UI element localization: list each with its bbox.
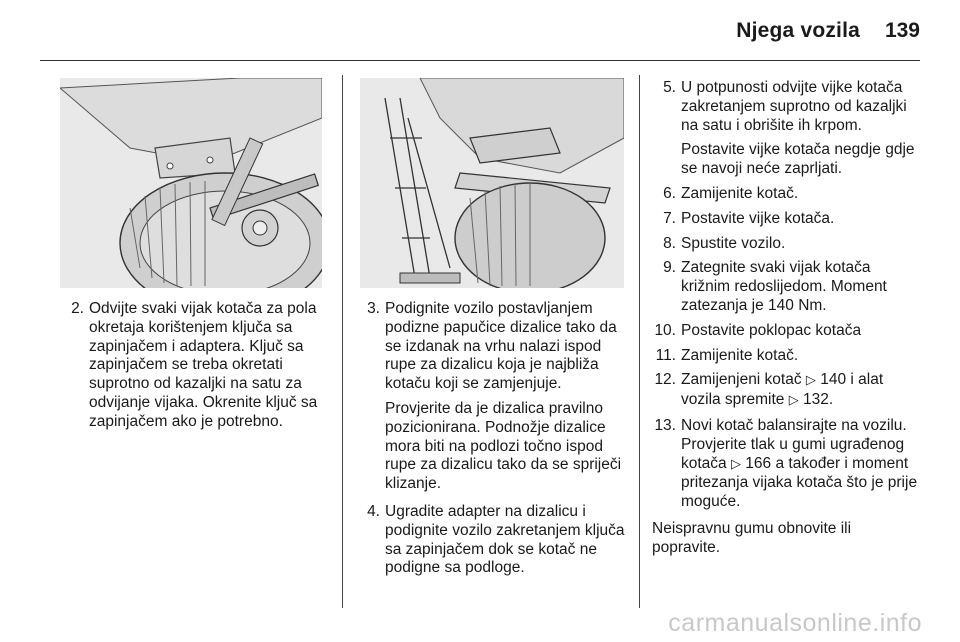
wheel-wrench-drawing (60, 78, 322, 288)
watermark: carmanualsonline.info (668, 609, 922, 637)
step-number: 3. (367, 300, 380, 317)
step-text: U potpunosti odvijte vijke kotača zakretanjem suprotno od kazaljki na satu i obrišite ih krpom. (681, 79, 907, 134)
step-number: 10. (654, 321, 676, 339)
arrow-reference-icon: ▷ (788, 393, 799, 409)
column-divider (639, 75, 640, 608)
step-text: Odvijte svaki vijak kotača za pola okretaja korištenjem ključa sa zapinjačem i adaptera. Ključ sa zapinjačem se treba okretati suprotno od kazaljki na satu za odvijanje vijaka. Okrenite ključ sa zapinjačem ako je potrebno. (89, 300, 318, 430)
step-number: 2. (71, 300, 84, 317)
illustration-jack-position (360, 78, 624, 288)
step-text: Zamijenite kotač. (681, 184, 799, 202)
page-title: Njega vozila (736, 19, 860, 42)
arrow-reference-icon: ▷ (730, 456, 741, 472)
page-reference[interactable]: 166 (745, 454, 772, 472)
step-text: Novi kotač balansirajte na vozilu. Provjerite tlak u gumi ugrađenog kotača (681, 416, 907, 472)
step-number: 12. (654, 371, 676, 389)
step-number: 4. (367, 502, 380, 520)
list-item (356, 300, 626, 494)
step-text: i alat vozila spremite (681, 371, 884, 409)
column-divider (342, 75, 343, 608)
list-item (652, 185, 922, 204)
list-item (652, 235, 922, 254)
step-number: 7. (663, 209, 676, 227)
step-text: a također i moment pritezanja vijaka kotača što je prije moguće. (681, 454, 918, 511)
step-number: 6. (663, 184, 676, 202)
list-item (652, 322, 922, 341)
step-text: Spustite vozilo. (681, 234, 786, 252)
closing-note: Neispravnu gumu obnovite ili popravite. (652, 519, 852, 556)
step-text: Postavite vijke kotača. (681, 209, 835, 227)
step-text: Podignite vozilo postavljanjem podizne papučice dizalice tako da se izdanak na vrhu nalazi ispod rupe za dizalicu koja je najbliža kotaču koji se zamjenjuje. (385, 300, 617, 393)
list-item (652, 417, 922, 512)
list-item (652, 371, 922, 411)
page-number: 139 (884, 19, 920, 42)
step-note: Provjerite da je dizalica pravilno pozicionirana. Podnožje dizalice mora biti na podlozi točno ispod rupe za dizalicu tako da se spriječi klizanje. (385, 399, 622, 493)
step-number: 8. (663, 234, 676, 252)
list-item (60, 300, 326, 432)
step-number: 13. (654, 416, 676, 434)
page-reference[interactable]: 132. (803, 391, 834, 409)
step-text: Zamijenite kotač. (681, 346, 799, 364)
step-text: Postavite poklopac kotača (681, 321, 862, 339)
list-item (652, 347, 922, 366)
page-reference[interactable]: 140 (820, 371, 847, 389)
list-item (356, 503, 626, 578)
header-rule (40, 60, 920, 61)
list-item (652, 259, 922, 315)
page-header (0, 0, 960, 62)
step-number: 11. (655, 346, 676, 364)
column-2 (356, 300, 626, 584)
step-number: 5. (663, 79, 676, 96)
column-3 (652, 79, 922, 558)
jack-position-drawing (360, 78, 624, 288)
step-number: 9. (663, 259, 676, 277)
step-text: Zategnite svaki vijak kotača križnim redoslijedom. Moment zatezanja je 140 Nm. (681, 259, 887, 314)
step-note: Postavite vijke kotača negdje gdje se navoji neće zaprljati. (681, 141, 915, 178)
list-item (652, 210, 922, 229)
arrow-reference-icon: ▷ (805, 373, 816, 389)
illustration-wheel-wrench (60, 78, 322, 288)
list-item (652, 79, 922, 179)
step-text: Ugradite adapter na dizalicu i podignite vozilo zakretanjem ključa sa zapinjačem dok se kotač ne podigne sa podloge. (385, 502, 625, 577)
column-1 (60, 300, 326, 438)
step-text: Zamijenjeni kotač (681, 371, 802, 389)
